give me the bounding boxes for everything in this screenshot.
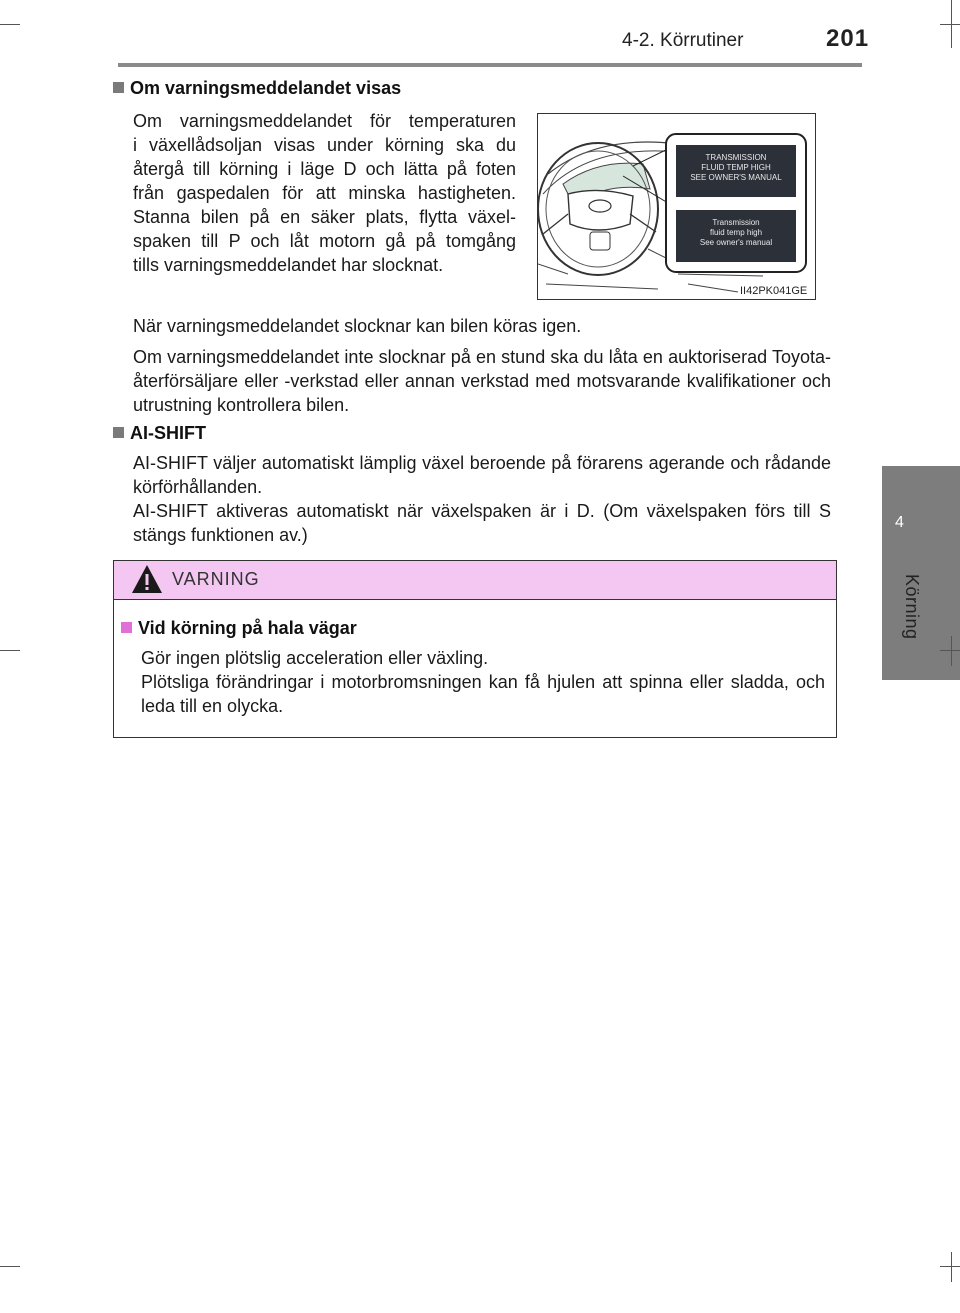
section-heading-warning-message (113, 78, 401, 99)
warning-subheading-text: Vid körning på hala vägar (138, 618, 357, 638)
text-line: spaken till P och låt motorn gå på tomgång (133, 231, 516, 251)
crop-mark (0, 650, 20, 651)
display-message-uppercase (676, 153, 796, 183)
running-header-section: 4-2. Körrutiner (622, 30, 744, 51)
text-line: Stanna bilen på en säker plats, flytta växel- (133, 207, 516, 227)
crop-mark (951, 1252, 952, 1282)
display-line: FLUID TEMP HIGH (701, 163, 771, 172)
display-line: SEE OWNER'S MANUAL (690, 173, 782, 182)
text-line: Om varningsmeddelandet för temperaturen (133, 111, 516, 131)
chapter-number: 4 (895, 514, 904, 531)
text-line: tills varningsmeddelandet har slocknat. (133, 255, 444, 275)
crop-mark (0, 24, 20, 25)
warning-line-1: Gör ingen plötslig acceleration eller växling. (141, 648, 489, 668)
page-number: 201 (826, 25, 870, 52)
square-bullet-icon (113, 427, 124, 438)
display-line: See owner's manual (699, 238, 773, 247)
warning-title: VARNING (172, 569, 260, 589)
header-rule (118, 63, 862, 67)
warning-line-2: Plötsliga förändringar i motorbromsningen kan få hjulen att spinna eller sladda, och leda till en olycka. (141, 672, 825, 716)
section-heading-ai-shift (113, 423, 206, 444)
text-line: i växellådsoljan visas under körning ska du (133, 135, 516, 155)
crop-mark (940, 1266, 960, 1267)
display-message-mixed-case (676, 218, 796, 248)
chapter-label: Körning (902, 574, 922, 640)
paragraph-dealer-check: Om varningsmeddelandet inte slocknar på en stund ska du låta en auktoriserad Toyota-återförsäljare eller -verkstad eller annan verkstad med motsvarande kvalifikationer och utrustning kontrollera bilen. (133, 347, 831, 415)
square-bullet-icon (113, 82, 124, 93)
paragraph-ai-shift-activation: AI-SHIFT aktiveras automatiskt när växelspaken är i D. (Om växelspaken förs till S stängs funktionen av.) (133, 501, 831, 545)
figure-code: II42PK041GE (740, 285, 808, 297)
crop-mark (0, 1266, 20, 1267)
square-bullet-icon (121, 622, 132, 633)
display-line: TRANSMISSION (705, 153, 767, 162)
warning-triangle-icon (130, 563, 164, 595)
warning-subheading (121, 618, 357, 639)
dashboard-illustration (537, 113, 816, 300)
crop-mark (940, 650, 960, 651)
text-line: från gaspedalen för att minska hastigheten. (133, 183, 516, 203)
section-heading-text: Om varningsmeddelandet visas (130, 78, 402, 98)
paragraph-light-off: När varningsmeddelandet slocknar kan bilen köras igen. (133, 316, 582, 336)
crop-mark (951, 636, 952, 666)
crop-mark (951, 0, 952, 48)
paragraph-ai-shift-description: AI-SHIFT väljer automatiskt lämplig växel beroende på förarens agerande och rådande körförhållanden. (133, 453, 831, 497)
display-line: Transmission (712, 218, 760, 227)
text-line: återgå till körning i läge D och lätta på foten (133, 159, 516, 179)
steering-wheel-illustration (538, 114, 815, 299)
chapter-tab (882, 466, 960, 680)
section-heading-text: AI-SHIFT (130, 423, 206, 443)
crop-mark (940, 24, 960, 25)
intro-paragraph (133, 109, 516, 277)
display-line: fluid temp high (709, 228, 763, 237)
